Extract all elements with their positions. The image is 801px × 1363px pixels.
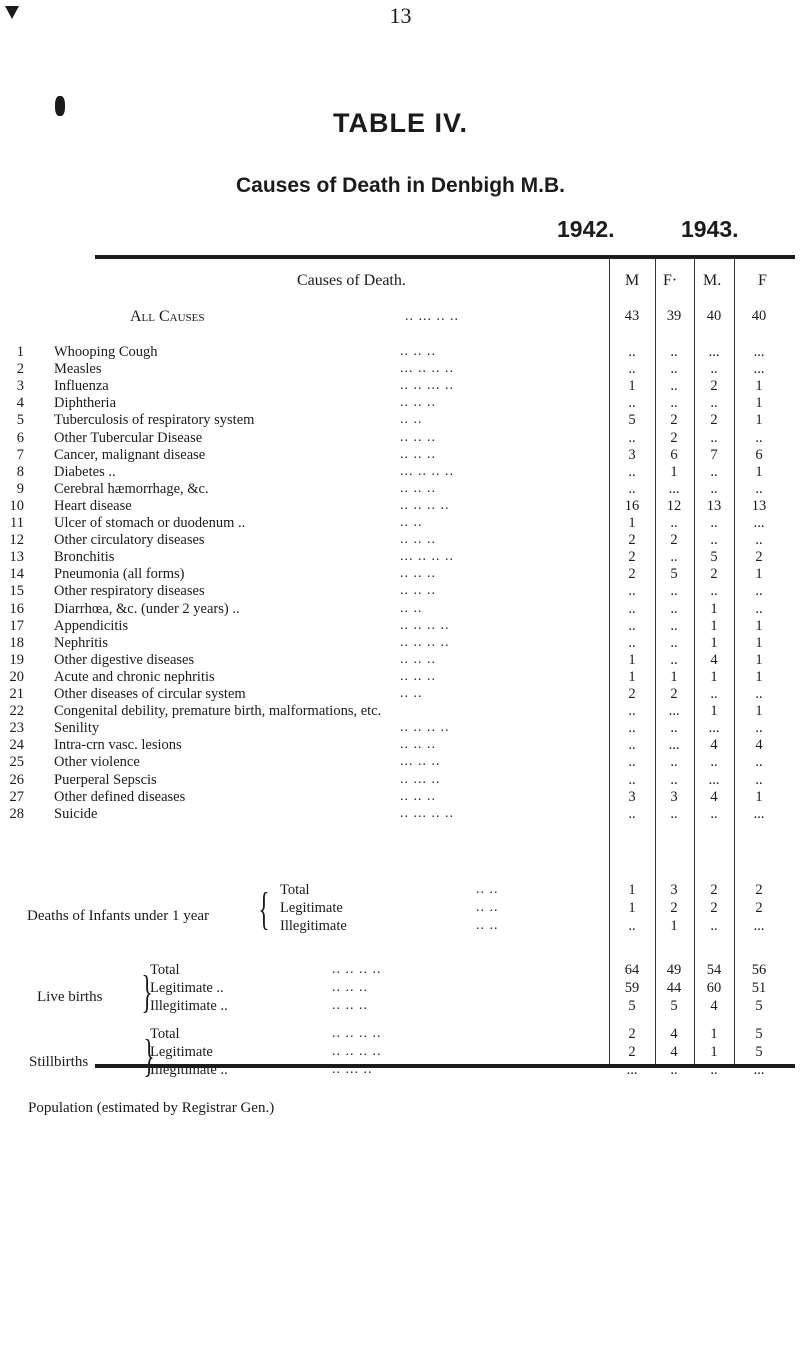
live_births-row-leader: .. .. .. .. bbox=[332, 962, 382, 977]
live_births-row-label: Illegitimate .. bbox=[150, 998, 228, 1014]
cause-value: .. bbox=[670, 617, 678, 634]
cause-label: Appendicitis bbox=[54, 617, 129, 634]
cause-value: ... bbox=[708, 771, 720, 788]
cause-leader: .. .. .. bbox=[400, 583, 436, 599]
cause-value: 3 bbox=[628, 788, 636, 805]
cause-value: .. bbox=[710, 463, 718, 480]
cause-label: Other violence bbox=[54, 754, 140, 771]
cause-leader: .. .. .. bbox=[400, 651, 436, 667]
cause-value: 1 bbox=[755, 668, 763, 685]
all-causes-value: 39 bbox=[666, 308, 682, 324]
table-subtitle: Causes of Death in Denbigh M.B. bbox=[235, 174, 566, 197]
cause-leader: .. .. .. bbox=[400, 737, 436, 753]
cause-value: ... bbox=[753, 515, 765, 531]
cause-value: .. bbox=[710, 583, 718, 600]
live-births-label: Live births bbox=[37, 989, 103, 1005]
cause-leader: .. .. bbox=[400, 686, 423, 701]
cause-value: .. bbox=[755, 754, 763, 771]
cause-value: 12 bbox=[666, 497, 682, 514]
cause-label: Pneumonia (all forms) bbox=[54, 566, 185, 583]
column-divider bbox=[609, 259, 610, 1064]
col-header-f-1943: F bbox=[758, 272, 767, 289]
cause-number: 16 bbox=[9, 600, 24, 617]
cause-leader: .. .. .. .. bbox=[400, 720, 450, 736]
cause-number: 24 bbox=[9, 737, 24, 754]
cause-value: ... bbox=[708, 720, 720, 737]
cause-value: ... bbox=[668, 480, 680, 497]
cause-value: .. bbox=[628, 754, 636, 771]
cause-value: 16 bbox=[624, 497, 640, 514]
infants-row-value: 2 bbox=[755, 882, 763, 898]
cause-value: .. bbox=[628, 720, 636, 737]
cause-value: .. bbox=[628, 703, 636, 720]
cause-leader: ... .. .. bbox=[400, 754, 441, 770]
cause-number: 11 bbox=[10, 515, 24, 531]
cause-value: 5 bbox=[710, 549, 718, 566]
cause-value: .. bbox=[670, 600, 678, 617]
cause-value: .. bbox=[755, 480, 763, 497]
cause-number: 19 bbox=[9, 651, 24, 668]
cause-number: 15 bbox=[9, 583, 24, 600]
infants-label: Deaths of Infants under 1 year bbox=[27, 908, 210, 924]
cause-value: .. bbox=[628, 737, 636, 754]
cause-value: 1 bbox=[755, 651, 763, 668]
cause-leader: .. .. .. .. bbox=[400, 617, 450, 633]
cause-leader: .. .. .. bbox=[400, 344, 436, 359]
live_births-row-label: Total bbox=[150, 962, 180, 978]
cause-value: 4 bbox=[710, 737, 718, 754]
cause-value: .. bbox=[670, 515, 678, 531]
cause-value: .. bbox=[755, 771, 763, 788]
cause-leader: .. .. .. bbox=[400, 395, 436, 411]
cause-value: 1 bbox=[628, 668, 636, 685]
cause-value: 1 bbox=[710, 634, 718, 651]
arrow-mark-icon bbox=[5, 6, 19, 19]
stillbirths-row-value: ... bbox=[626, 1062, 638, 1078]
stillbirths-row-label: Total bbox=[150, 1026, 180, 1042]
cause-value: 4 bbox=[710, 651, 718, 668]
cause-value: .. bbox=[628, 634, 636, 651]
all-causes-label: All Causes bbox=[130, 308, 205, 325]
infants-row-value: .. bbox=[710, 918, 718, 934]
cause-label: Acute and chronic nephritis bbox=[54, 668, 215, 685]
infants-row-value: 2 bbox=[670, 900, 678, 916]
cause-number: 8 bbox=[16, 463, 24, 480]
cause-value: .. bbox=[628, 344, 636, 360]
cause-leader: .. .. .. .. bbox=[400, 634, 450, 650]
live_births-row-value: 5 bbox=[628, 998, 636, 1014]
cause-label: Suicide bbox=[54, 805, 98, 822]
cause-leader: .. .. bbox=[400, 600, 423, 616]
cause-value: 5 bbox=[628, 412, 636, 429]
cause-number: 14 bbox=[9, 566, 24, 583]
stillbirths-row-label: Legitimate bbox=[150, 1044, 213, 1060]
population-label: Population (estimated by Registrar Gen.) bbox=[28, 1100, 275, 1116]
cause-value: 1 bbox=[710, 668, 718, 685]
cause-label: Tuberculosis of respiratory system bbox=[54, 412, 255, 429]
cause-value: 1 bbox=[755, 566, 763, 583]
cause-label: Senility bbox=[54, 720, 100, 737]
cause-value: 2 bbox=[710, 378, 718, 395]
live_births-row-value: 4 bbox=[710, 998, 718, 1014]
live_births-row-value: 60 bbox=[706, 980, 722, 996]
column-divider bbox=[694, 259, 695, 1064]
cause-number: 21 bbox=[9, 686, 24, 702]
cause-value: 4 bbox=[710, 788, 718, 805]
cause-leader: ... .. .. .. bbox=[400, 463, 454, 479]
cause-value: 1 bbox=[628, 651, 636, 668]
cause-label: Influenza bbox=[54, 378, 109, 395]
cause-value: 1 bbox=[710, 600, 718, 617]
cause-value: 2 bbox=[628, 566, 636, 583]
live_births-row-value: 5 bbox=[670, 998, 678, 1014]
cause-value: 1 bbox=[755, 788, 763, 805]
cause-label: Other Tubercular Disease bbox=[54, 429, 203, 446]
stillbirths-row-value: 5 bbox=[755, 1026, 763, 1042]
cause-number: 1 bbox=[16, 344, 24, 360]
cause-label: Cancer, malignant disease bbox=[54, 446, 206, 463]
cause-value: .. bbox=[710, 532, 718, 549]
cause-number: 10 bbox=[9, 497, 24, 514]
cause-value: ... bbox=[753, 361, 765, 378]
cause-value: 3 bbox=[628, 446, 636, 463]
cause-value: ... bbox=[668, 737, 680, 754]
cause-value: .. bbox=[710, 480, 718, 497]
infants-row-value: 3 bbox=[670, 882, 678, 898]
all-causes-value: 40 bbox=[751, 308, 767, 324]
infants-row-value: 2 bbox=[755, 900, 763, 916]
cause-label: Other circulatory diseases bbox=[54, 532, 205, 549]
cause-value: .. bbox=[628, 583, 636, 600]
all-causes-value: 40 bbox=[706, 308, 722, 324]
cause-number: 6 bbox=[16, 429, 24, 446]
column-divider bbox=[734, 259, 735, 1064]
cause-label: Diphtheria bbox=[54, 395, 117, 412]
stillbirths-row-leader: .. .. .. .. bbox=[332, 1044, 382, 1059]
cause-leader: .. .. .. .. bbox=[400, 497, 450, 513]
live_births-row-value: 64 bbox=[624, 962, 640, 978]
live_births-row-value: 44 bbox=[666, 980, 682, 996]
top-rule bbox=[95, 255, 795, 259]
cause-number: 4 bbox=[16, 395, 24, 412]
cause-value: 13 bbox=[751, 497, 767, 514]
cause-value: 2 bbox=[628, 686, 636, 702]
cause-value: 3 bbox=[670, 788, 678, 805]
col-header-f-1942: F· bbox=[663, 272, 678, 289]
cause-value: .. bbox=[628, 361, 636, 378]
cause-number: 12 bbox=[9, 532, 24, 549]
cause-value: 2 bbox=[670, 532, 678, 549]
cause-leader: .. .. .. bbox=[400, 566, 436, 582]
stillbirths-row-value: 1 bbox=[710, 1044, 718, 1060]
infants-row-leader: .. .. bbox=[476, 882, 499, 897]
cause-leader: .. .. bbox=[400, 515, 423, 530]
cause-value: 5 bbox=[670, 566, 678, 583]
cause-value: .. bbox=[710, 361, 718, 378]
cause-value: .. bbox=[755, 686, 763, 702]
col-header-m-1942: M bbox=[625, 272, 640, 289]
cause-value: 1 bbox=[755, 378, 763, 395]
cause-label: Intra-crn vasc. lesions bbox=[54, 737, 182, 754]
stillbirths-row-value: 4 bbox=[670, 1044, 678, 1060]
infants-row-value: .. bbox=[628, 918, 636, 934]
cause-value: 1 bbox=[710, 703, 718, 720]
stillbirths-row-value: .. bbox=[710, 1062, 718, 1078]
cause-value: .. bbox=[710, 515, 718, 531]
live_births-row-value: 54 bbox=[706, 962, 722, 978]
cause-value: .. bbox=[710, 686, 718, 702]
cause-leader: .. .. .. bbox=[400, 532, 436, 548]
live_births-row-value: 59 bbox=[624, 980, 640, 996]
cause-number: 7 bbox=[16, 446, 24, 463]
cause-value: 13 bbox=[706, 497, 722, 514]
cause-number: 22 bbox=[9, 703, 24, 720]
cause-value: .. bbox=[670, 805, 678, 822]
stillbirths-row-value: ... bbox=[753, 1062, 765, 1078]
cause-value: 1 bbox=[755, 634, 763, 651]
cause-value: .. bbox=[670, 395, 678, 412]
cause-leader: ... .. .. .. bbox=[400, 549, 454, 565]
stillbirths-row-value: 5 bbox=[755, 1044, 763, 1060]
stillbirths-row-value: 1 bbox=[710, 1026, 718, 1042]
cause-value: .. bbox=[628, 395, 636, 412]
stillbirths-row-value: 2 bbox=[628, 1044, 636, 1060]
cause-value: .. bbox=[628, 805, 636, 822]
cause-number: 20 bbox=[9, 668, 24, 685]
cause-value: ... bbox=[753, 805, 765, 822]
col-header-m-1943: M. bbox=[703, 272, 722, 289]
cause-value: 2 bbox=[755, 549, 763, 566]
cause-value: .. bbox=[628, 463, 636, 480]
cause-value: 1 bbox=[628, 378, 636, 395]
cause-label: Diarrhœa, &c. (under 2 years) .. bbox=[54, 600, 240, 617]
stillbirths-row-label: Illegitimate .. bbox=[150, 1062, 228, 1078]
live_births-row-leader: .. .. .. bbox=[332, 998, 368, 1013]
cause-leader: .. .. ... .. bbox=[400, 378, 454, 394]
cause-number: 23 bbox=[9, 720, 24, 737]
cause-value: .. bbox=[628, 617, 636, 634]
cause-label: Bronchitis bbox=[54, 549, 115, 566]
cause-value: 6 bbox=[670, 446, 678, 463]
infants-row-value: ... bbox=[753, 918, 765, 934]
cause-value: .. bbox=[670, 583, 678, 600]
cause-value: 1 bbox=[670, 463, 678, 480]
cause-value: 2 bbox=[670, 429, 678, 446]
stillbirths-row-value: .. bbox=[670, 1062, 678, 1078]
cause-value: 1 bbox=[755, 412, 763, 429]
cause-value: .. bbox=[670, 651, 678, 668]
cause-leader: .. ... .. .. bbox=[400, 805, 454, 821]
cause-value: 1 bbox=[755, 617, 763, 634]
cause-leader: .. .. .. bbox=[400, 429, 436, 445]
live_births-row-leader: .. .. .. bbox=[332, 980, 368, 995]
infants-row-label: Illegitimate bbox=[280, 918, 347, 934]
infants-row-label: Total bbox=[280, 882, 310, 898]
all-causes-value: 43 bbox=[624, 308, 640, 324]
cause-label: Measles bbox=[54, 361, 102, 378]
cause-number: 2 bbox=[16, 361, 24, 378]
cause-label: Puerperal Sepscis bbox=[54, 771, 157, 788]
cause-value: ... bbox=[753, 344, 765, 360]
cause-label: Other digestive diseases bbox=[54, 651, 195, 668]
cause-value: .. bbox=[628, 480, 636, 497]
infants-brace: { bbox=[258, 883, 270, 934]
live-births-brace: } bbox=[141, 966, 153, 1017]
stillbirths-row-value: 2 bbox=[628, 1026, 636, 1042]
cause-leader: .. .. bbox=[400, 412, 423, 428]
cause-value: .. bbox=[670, 771, 678, 788]
cause-value: .. bbox=[755, 600, 763, 617]
cause-value: 1 bbox=[755, 395, 763, 412]
stillbirths-row-leader: .. .. .. .. bbox=[332, 1026, 382, 1041]
cause-value: 1 bbox=[628, 515, 636, 531]
cause-value: .. bbox=[628, 771, 636, 788]
cause-number: 5 bbox=[16, 412, 24, 429]
cause-value: .. bbox=[755, 720, 763, 737]
stillbirths-row-leader: .. ... .. bbox=[332, 1062, 373, 1077]
cause-value: .. bbox=[670, 720, 678, 737]
cause-value: .. bbox=[670, 378, 678, 395]
live_births-row-value: 49 bbox=[666, 962, 682, 978]
cause-label: Congenital debility, premature birth, malformations, etc. bbox=[54, 703, 382, 720]
cause-value: .. bbox=[628, 429, 636, 446]
cause-label: Other respiratory diseases bbox=[54, 583, 205, 600]
cause-value: 2 bbox=[670, 686, 678, 702]
live_births-row-value: 56 bbox=[751, 962, 767, 978]
cause-value: 2 bbox=[710, 566, 718, 583]
live_births-row-value: 51 bbox=[751, 980, 767, 996]
cause-value: 1 bbox=[755, 703, 763, 720]
cause-value: .. bbox=[670, 634, 678, 651]
cause-label: Ulcer of stomach or duodenum .. bbox=[54, 515, 246, 531]
cause-value: 4 bbox=[755, 737, 763, 754]
cause-value: 2 bbox=[628, 532, 636, 549]
cause-value: 7 bbox=[710, 446, 718, 463]
table-title: TABLE IV. bbox=[332, 108, 469, 138]
cause-value: .. bbox=[710, 754, 718, 771]
live_births-row-label: Legitimate .. bbox=[150, 980, 224, 996]
cause-value: 1 bbox=[755, 463, 763, 480]
cause-number: 26 bbox=[9, 771, 24, 788]
cause-leader: .. .. .. bbox=[400, 446, 436, 462]
cause-value: 1 bbox=[670, 668, 678, 685]
cause-label: Other defined diseases bbox=[54, 788, 186, 805]
cause-label: Cerebral hæmorrhage, &c. bbox=[54, 480, 209, 497]
cause-value: 2 bbox=[670, 412, 678, 429]
cause-number: 13 bbox=[9, 549, 24, 566]
cause-value: .. bbox=[670, 361, 678, 378]
cause-label: Heart disease bbox=[54, 497, 132, 514]
year-1943: 1943. bbox=[681, 216, 739, 242]
cause-leader: ... .. .. .. bbox=[400, 361, 454, 377]
cause-number: 3 bbox=[16, 378, 24, 395]
cause-number: 18 bbox=[9, 634, 24, 651]
stillbirths-brace: } bbox=[143, 1030, 155, 1081]
infants-row-value: 1 bbox=[670, 918, 678, 934]
cause-value: 2 bbox=[628, 549, 636, 566]
cause-value: .. bbox=[670, 549, 678, 566]
stillbirths-label: Stillbirths bbox=[29, 1054, 89, 1070]
cause-label: Diabetes .. bbox=[54, 463, 116, 480]
cause-value: 1 bbox=[710, 617, 718, 634]
cause-label: Nephritis bbox=[54, 634, 108, 651]
cause-label: Other diseases of circular system bbox=[54, 686, 246, 702]
cause-leader: .. ... .. bbox=[400, 771, 441, 787]
causes-header: Causes of Death. bbox=[297, 272, 406, 289]
cause-value: .. bbox=[710, 805, 718, 822]
cause-leader: .. .. .. bbox=[400, 668, 436, 684]
infants-row-value: 1 bbox=[628, 882, 636, 898]
infants-row-leader: .. .. bbox=[476, 918, 499, 933]
cause-number: 25 bbox=[9, 754, 24, 771]
stillbirths-row-value: 4 bbox=[670, 1026, 678, 1042]
cause-value: .. bbox=[755, 429, 763, 446]
infants-row-value: 2 bbox=[710, 900, 718, 916]
infants-row-value: 2 bbox=[710, 882, 718, 898]
cause-value: .. bbox=[670, 344, 678, 360]
live_births-row-value: 5 bbox=[755, 998, 763, 1014]
cause-value: .. bbox=[755, 532, 763, 549]
all-causes-leader: .. ... .. .. bbox=[405, 309, 459, 324]
infants-row-leader: .. .. bbox=[476, 900, 499, 915]
year-1942: 1942. bbox=[557, 216, 615, 242]
cause-value: ... bbox=[708, 344, 720, 360]
cause-number: 28 bbox=[9, 805, 24, 822]
cause-value: .. bbox=[755, 583, 763, 600]
cause-value: .. bbox=[710, 395, 718, 412]
cause-value: .. bbox=[628, 600, 636, 617]
cause-number: 27 bbox=[9, 788, 24, 805]
cause-number: 9 bbox=[16, 480, 24, 497]
cause-value: .. bbox=[670, 754, 678, 771]
cause-value: ... bbox=[668, 703, 680, 720]
cause-label: Whooping Cough bbox=[54, 344, 158, 360]
cause-value: 6 bbox=[755, 446, 763, 463]
cause-value: 2 bbox=[710, 412, 718, 429]
infants-row-label: Legitimate bbox=[280, 900, 343, 916]
cause-leader: .. .. .. bbox=[400, 788, 436, 804]
page-number: 13 bbox=[389, 3, 412, 28]
infants-row-value: 1 bbox=[628, 900, 636, 916]
cause-number: 17 bbox=[9, 617, 24, 634]
cause-value: .. bbox=[710, 429, 718, 446]
cause-leader: .. .. .. bbox=[400, 480, 436, 496]
